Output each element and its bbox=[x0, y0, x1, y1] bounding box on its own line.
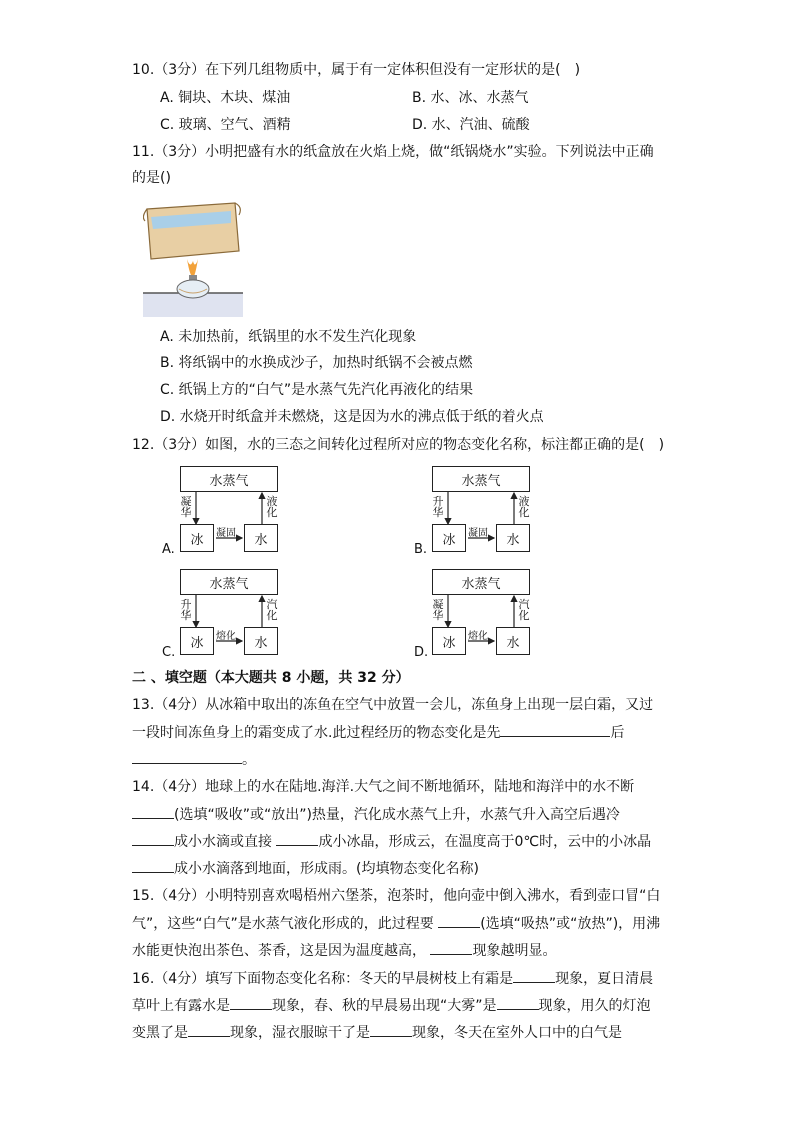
ice-box: 冰 bbox=[180, 524, 214, 552]
q10-option-d: D. 水、汽油、硫酸 bbox=[412, 117, 530, 133]
q13-text-a: 一段时间冻鱼身上的霜变成了水.此过程经历的物态变化是先 bbox=[132, 725, 501, 741]
q15-line1: 15.（4分）小明特别喜欢喝梧州六堡茶，泡茶时，他向壶中倒入沸水，看到壶口冒“白 bbox=[132, 888, 661, 904]
q16-text-f: 变黑了是 bbox=[132, 1025, 188, 1041]
option-label: C. bbox=[162, 645, 176, 660]
right-arrow-label: 汽化 bbox=[518, 598, 530, 622]
q13-line1: 13.（4分）从冰箱中取出的冻鱼在空气中放置一会儿，冻鱼身上出现一层白霜，又过 bbox=[132, 697, 654, 713]
q16-blank-4[interactable] bbox=[188, 1022, 230, 1037]
q16-blank-3[interactable] bbox=[497, 995, 539, 1010]
q11-option-a: A. 未加热前，纸锅里的水不发生汽化现象 bbox=[160, 329, 417, 345]
q16-text-a: 16.（4分）填写下面物态变化名称：冬天的早晨树枝上有霜是 bbox=[132, 971, 514, 987]
q16-text-e: 现象，用久的灯泡 bbox=[538, 998, 651, 1014]
q14-text-c: 成小冰晶，形成云，在温度高于0℃时，云中的小冰晶 bbox=[318, 834, 652, 850]
q15-text-a: 气”，这些“白气”是水蒸气液化形成的，此过程要 bbox=[132, 916, 434, 932]
vapor-box: 水蒸气 bbox=[432, 569, 530, 595]
q13-line3 bbox=[132, 749, 256, 770]
q10-stem: 10.（3分）在下列几组物质中，属于有一定体积但没有一定形状的是( ) bbox=[132, 62, 581, 78]
middle-arrow-label: 凝固 bbox=[468, 528, 488, 539]
q13-text-b: 后 bbox=[610, 725, 625, 741]
q14-text-b: 成小水滴或直接 bbox=[174, 834, 272, 850]
q14-text-a: (选填“吸收”或“放出”)热量，汽化成水蒸气上升，水蒸气升入高空后遇冷 bbox=[174, 807, 620, 823]
left-arrow-label: 升华 bbox=[180, 598, 192, 622]
q16-text-h: 现象，冬天在室外人口中的白气是 bbox=[412, 1025, 622, 1041]
q16-blank-2[interactable] bbox=[230, 995, 272, 1010]
q15-line2 bbox=[132, 913, 660, 934]
q13-blank-1[interactable] bbox=[500, 722, 610, 737]
q11-option-c: C. 纸锅上方的“白气”是水蒸气先汽化再液化的结果 bbox=[160, 382, 474, 398]
q11-option-d: D. 水烧开时纸盒并未燃烧，这是因为水的沸点低于纸的着火点 bbox=[160, 409, 544, 425]
middle-arrow-label: 凝固 bbox=[216, 528, 236, 539]
section-heading: 二 、填空题（本大题共 8 小题，共 32 分） bbox=[132, 670, 410, 686]
vapor-box: 水蒸气 bbox=[180, 466, 278, 492]
middle-arrow-label: 熔化 bbox=[468, 631, 488, 642]
q16-line2 bbox=[132, 995, 651, 1016]
option-label: A. bbox=[162, 542, 175, 557]
water-box: 水 bbox=[244, 524, 278, 552]
right-arrow-label: 汽化 bbox=[266, 598, 278, 622]
q14-line1: 14.（4分）地球上的水在陆地.海洋.大气之间不断地循环，陆地和海洋中的水不断 bbox=[132, 779, 635, 795]
option-label: D. bbox=[414, 645, 429, 660]
diagram-b bbox=[410, 462, 550, 562]
right-arrow-label: 液化 bbox=[266, 495, 278, 519]
q12-stem: 12.（3分）如图，水的三态之间转化过程所对应的物态变化名称，标注都正确的是( ) bbox=[132, 437, 665, 453]
vapor-box: 水蒸气 bbox=[432, 466, 530, 492]
water-box: 水 bbox=[496, 627, 530, 655]
q16-line1 bbox=[132, 968, 653, 989]
q13-text-c: 。 bbox=[242, 752, 256, 768]
left-arrow-label: 凝华 bbox=[180, 495, 192, 519]
q16-blank-1[interactable] bbox=[513, 968, 555, 983]
q15-line3 bbox=[132, 940, 556, 961]
q16-text-b: 现象，夏日清晨 bbox=[555, 971, 654, 987]
q14-blank-2[interactable] bbox=[132, 831, 174, 846]
q14-blank-1[interactable] bbox=[132, 804, 174, 819]
ice-box: 冰 bbox=[180, 627, 214, 655]
q13-line2 bbox=[132, 722, 624, 743]
q16-line3 bbox=[132, 1022, 622, 1043]
q11-option-b: B. 将纸锅中的水换成沙子，加热时纸锅不会被点燃 bbox=[160, 355, 473, 371]
paper-pot-illustration bbox=[143, 197, 243, 317]
q14-blank-3[interactable] bbox=[276, 831, 318, 846]
q14-line2 bbox=[132, 804, 620, 825]
q10-option-b: B. 水、冰、水蒸气 bbox=[412, 90, 529, 106]
left-arrow-label: 凝华 bbox=[432, 598, 444, 622]
q10-option-a: A. 铜块、木块、煤油 bbox=[160, 90, 291, 106]
q10-option-c: C. 玻璃、空气、酒精 bbox=[160, 117, 291, 133]
left-arrow-label: 升华 bbox=[432, 495, 444, 519]
q14-line4 bbox=[132, 858, 479, 879]
right-arrow-label: 液化 bbox=[518, 495, 530, 519]
q11-stem-line1: 11.（3分）小明把盛有水的纸盒放在火焰上烧，做“纸锅烧水”实验。下列说法中正确 bbox=[132, 144, 654, 160]
q15-blank-2[interactable] bbox=[430, 940, 472, 955]
q16-text-c: 草叶上有露水是 bbox=[132, 998, 230, 1014]
diagram-d bbox=[410, 565, 550, 665]
water-box: 水 bbox=[244, 627, 278, 655]
q14-line3 bbox=[132, 831, 651, 852]
q11-stem-line2: 的是() bbox=[132, 170, 171, 186]
diagram-c bbox=[158, 565, 298, 665]
q15-text-c: 水能更快泡出茶色、茶香，这是因为温度越高， bbox=[132, 943, 426, 959]
q16-text-d: 现象，春、秋的早晨易出现“大雾”是 bbox=[272, 998, 497, 1014]
q14-blank-4[interactable] bbox=[132, 858, 174, 873]
vapor-box: 水蒸气 bbox=[180, 569, 278, 595]
q14-text-d: 成小水滴落到地面，形成雨。(均填物态变化名称) bbox=[174, 861, 479, 877]
q16-text-g: 现象，湿衣服晾干了是 bbox=[230, 1025, 370, 1041]
q15-blank-1[interactable] bbox=[438, 913, 480, 928]
ice-box: 冰 bbox=[432, 524, 466, 552]
q13-blank-2[interactable] bbox=[132, 749, 242, 764]
diagram-a bbox=[158, 462, 298, 562]
water-box: 水 bbox=[496, 524, 530, 552]
middle-arrow-label: 熔化 bbox=[216, 631, 236, 642]
ice-box: 冰 bbox=[432, 627, 466, 655]
q15-text-b: (选填“吸热”或“放热”)，用沸 bbox=[480, 916, 661, 932]
option-label: B. bbox=[414, 542, 428, 557]
q15-text-d: 现象越明显。 bbox=[472, 943, 557, 959]
q16-blank-5[interactable] bbox=[370, 1022, 412, 1037]
